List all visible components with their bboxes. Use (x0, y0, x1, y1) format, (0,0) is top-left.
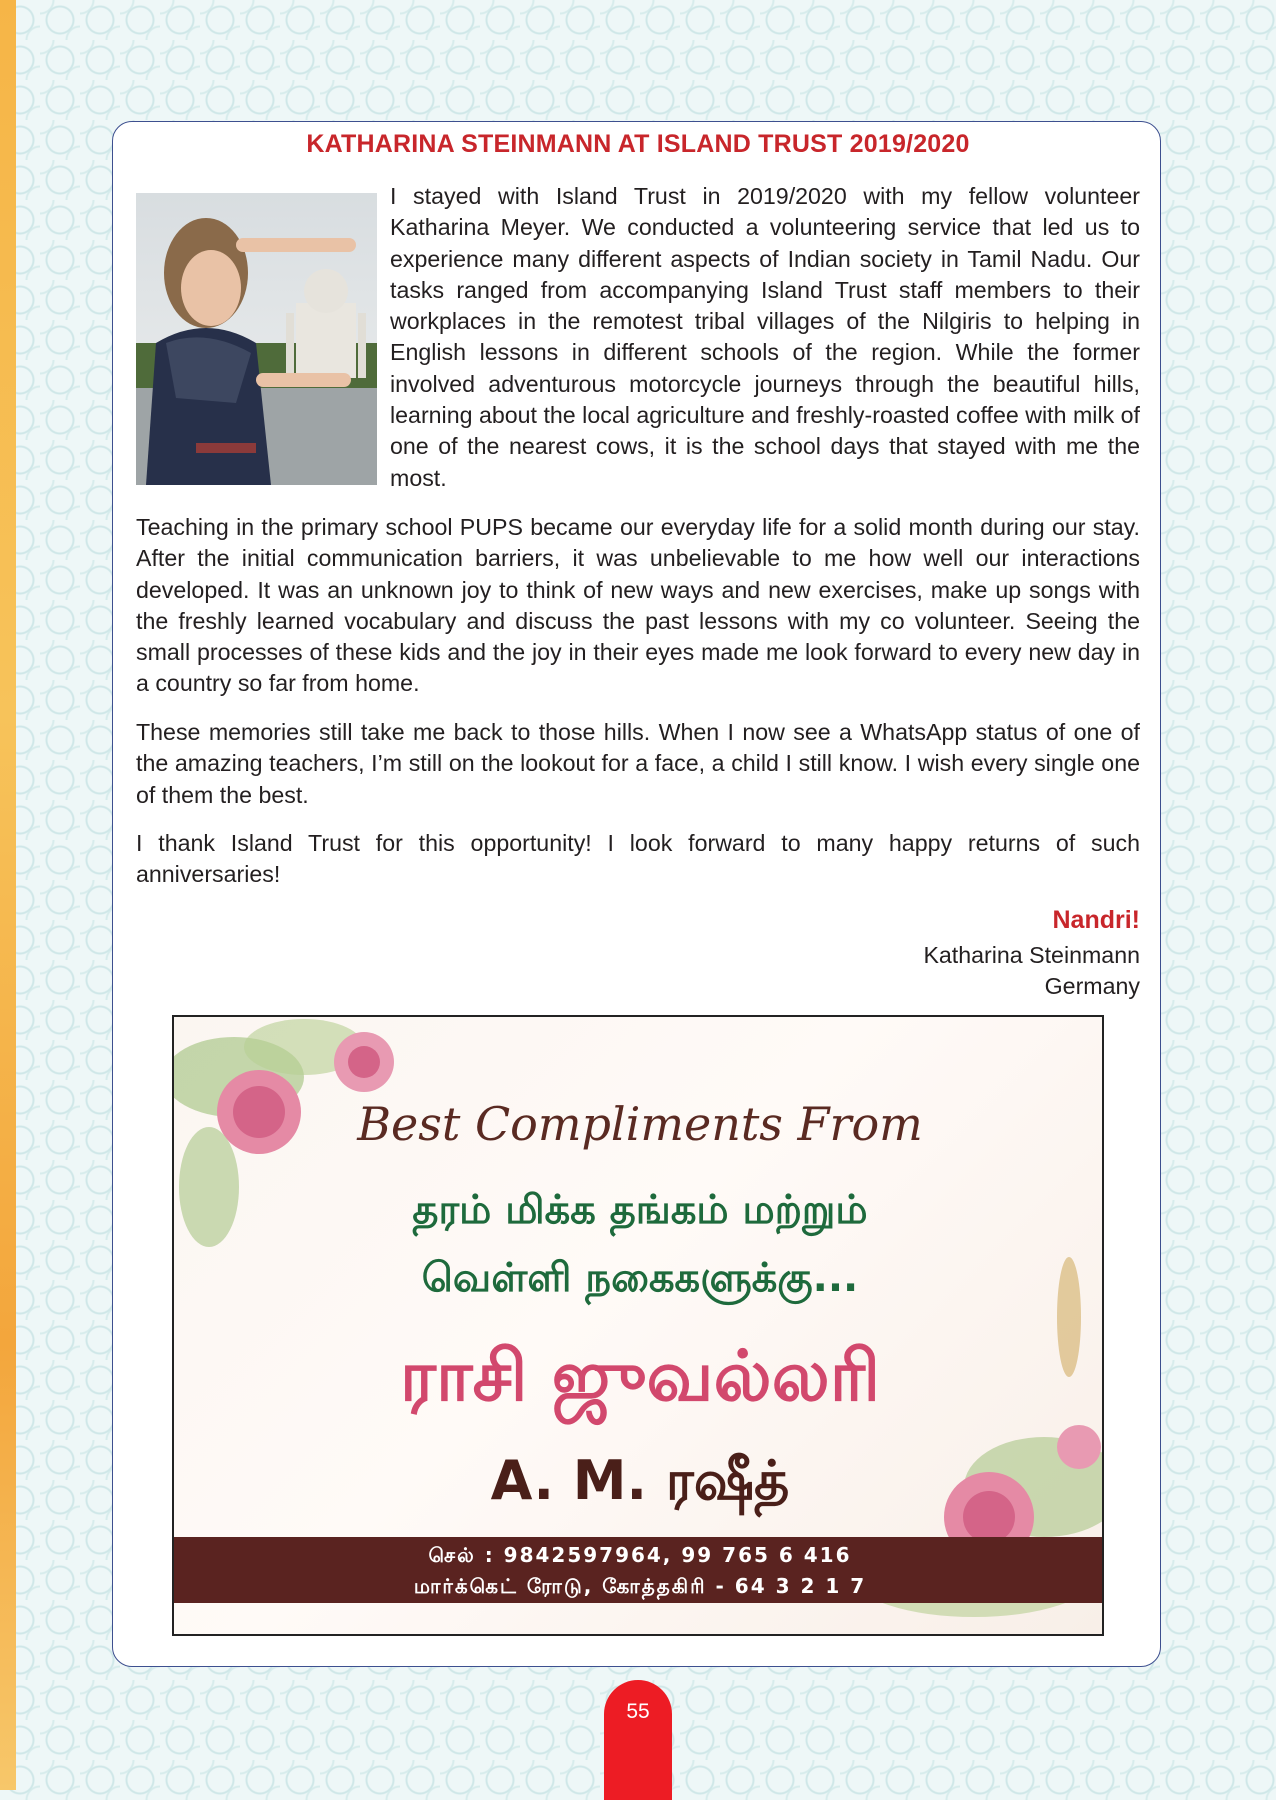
paragraph-memories: These memories still take me back to those hills. When I now see a WhatsApp status of one of the amazing teachers, I’m still on the lookout for a face, a child I still know. I wish every single one of them the best. (136, 719, 1140, 808)
signature-country: Germany (1044, 973, 1140, 999)
left-color-strip (0, 0, 16, 1790)
ad-shop-name: ராசி ஜுவல்லரி (399, 1335, 881, 1417)
jewellery-advertisement (172, 1015, 1104, 1636)
paragraph-intro: I stayed with Island Trust in 2019/2020 with my fellow volunteer Katharina Meyer. We conducted a volunteering service that led us to experience many different aspects of Indian society in Tamil Nadu. Our tasks ranged from accompanying Island Trust staff members to their workplaces in the remotest tribal villages of the Nilgiris to helping in English lessons in different schools of the region. While the former involved adventurous motorcycle journeys through the beautiful hills, learning about the local agriculture and freshly-roasted coffee with milk of one of the nearest cows, it is the school days that stayed with me the most. (390, 183, 1140, 491)
paragraph-teaching: Teaching in the primary school PUPS became our everyday life for a solid month during our stay. After the initial communication barriers, it was unbelievable to me how well our interactions developed. It was an unknown joy to think of new ways and new exercises, make up songs with the freshly learned vocabulary and discuss the past lessons with my co volunteer. Seeing the small processes of these kids and the joy in their eyes made me look forward to every new day in a country so far from home. (136, 514, 1140, 697)
ad-tagline-1: தரம் மிக்க தங்கம் மற்றும் (412, 1187, 868, 1233)
page-number: 55 (626, 1700, 650, 1723)
ad-tagline-2: வெள்ளி நகைகளுக்கு... (421, 1255, 859, 1301)
photo-illustration (136, 193, 377, 485)
ad-compliments-text: Best Compliments From (357, 1097, 923, 1151)
signature-name: Katharina Steinmann (923, 942, 1140, 968)
ad-contact-band (174, 1537, 1104, 1603)
ad-phone: செல் : 9842597964, 99 765 6 416 (428, 1543, 852, 1567)
ad-owner-name: A. M. ரஷீத் (490, 1449, 790, 1512)
volunteer-photo (136, 193, 377, 485)
ad-address: மார்க்கெட் ரோடு, கோத்தகிரி - 64 3 2 1 7 (413, 1574, 867, 1598)
paragraph-thanks: I thank Island Trust for this opportunity! I look forward to many happy returns of such anniversaries! (136, 830, 1140, 888)
page-number-tab (604, 1680, 672, 1800)
page-title: KATHARINA STEINMANN AT ISLAND TRUST 2019/2020 (306, 130, 970, 158)
signature-greeting: Nandri! (1052, 906, 1140, 934)
